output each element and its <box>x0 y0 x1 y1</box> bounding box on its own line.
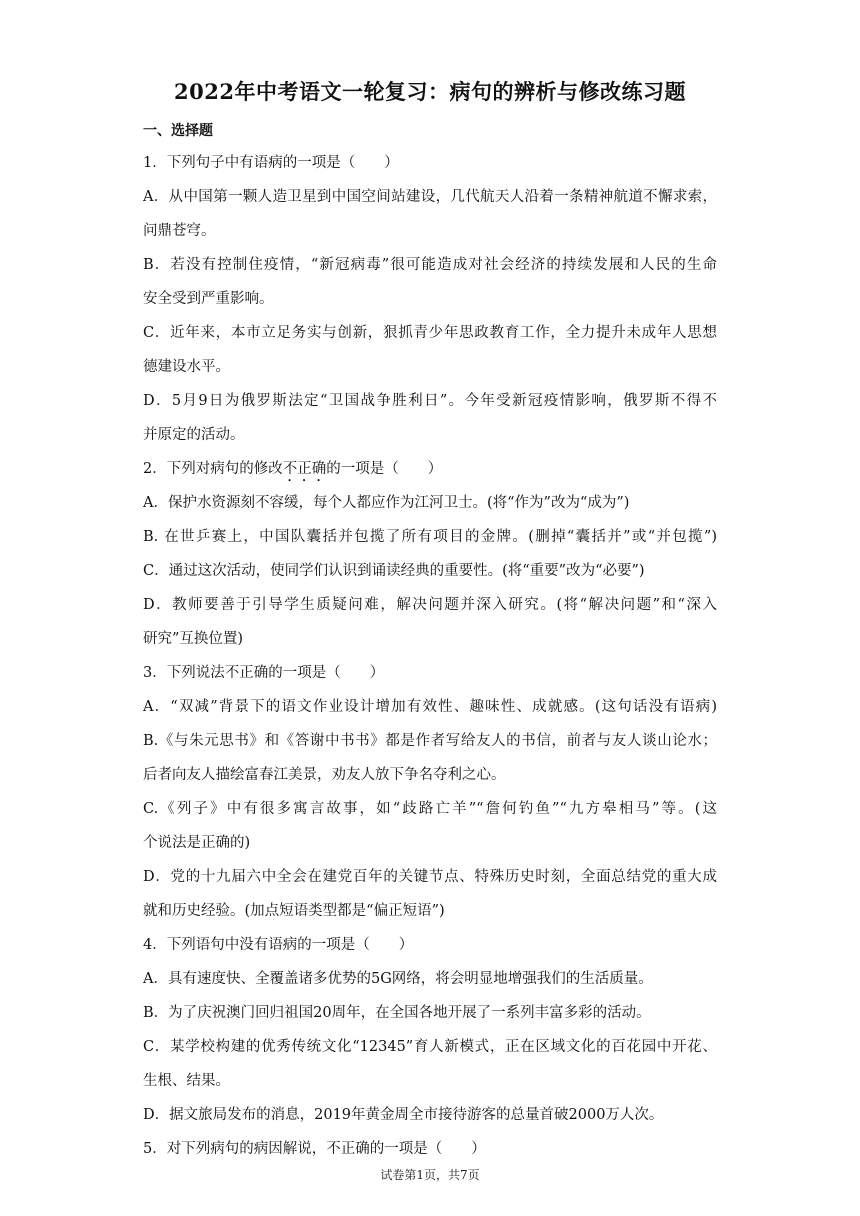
question-3-option-c-cont: 个说法是正确的) <box>143 835 251 851</box>
question-4-option-b: B．为了庆祝澳门回归祖国20周年，在全国各地开展了一系列丰富多彩的活动。 <box>143 1005 651 1021</box>
question-3-option-a: A．“双减”背景下的语文作业设计增加有效性、趣味性、成就感。(这句话没有语病) <box>143 699 717 715</box>
question-4-option-c-cont: 生根、结果。 <box>143 1073 230 1089</box>
question-4-stem: 4．下列语句中没有语病的一项是（ ） <box>143 937 414 953</box>
page-title: 2022年中考语文一轮复习：病句的辨析与修改练习题 <box>174 79 686 104</box>
question-list <box>143 146 717 1166</box>
question-4-option-c: C．某学校构建的优秀传统文化“12345”育人新模式，正在区域文化的百花园中开花、 <box>143 1039 717 1055</box>
question-2-option-d-cont: 研究”互换位置) <box>143 631 244 647</box>
question-1-option-b: B．若没有控制住疫情，“新冠病毒”很可能造成对社会经济的持续发展和人民的生命 <box>143 257 717 273</box>
question-4-option-a: A．具有速度快、全覆盖诸多优势的5G网络，将会明显地增强我们的生活质量。 <box>143 971 653 987</box>
question-1-option-a: A．从中国第一颗人造卫星到中国空间站建设，几代航天人沿着一条精神航道不懈求索， <box>143 189 717 205</box>
question-1-option-d-cont: 并原定的活动。 <box>143 427 245 443</box>
question-1-stem: 1．下列句子中有语病的一项是（ ） <box>143 155 399 171</box>
question-2-stem-pre: 2．下列对病句的修改 <box>143 461 283 477</box>
question-3-option-c: C.《列子》中有很多寓言故事，如“歧路亡羊”“詹何钓鱼”“九方皋相马”等。(这 <box>143 801 717 817</box>
question-2-stem-post: 的一项是（ ） <box>326 461 443 477</box>
question-2-option-a: A．保护水资源刻不容缓，每个人都应作为江河卫士。(将“作为”改为“成为”) <box>143 495 630 511</box>
question-3-option-b: B.《与朱元思书》和《答谢中书书》都是作者写给友人的书信，前者与友人谈山论水； <box>143 733 717 749</box>
question-3-option-d-cont: 就和历史经验。(加点短语类型都是“偏正短语”) <box>143 903 445 919</box>
question-1-option-c: C．近年来，本市立足务实与创新，狠抓青少年思政教育工作，全力提升未成年人思想 <box>143 325 717 341</box>
question-3-option-b-cont: 后者向友人描绘富春江美景，劝友人放下争名夺利之心。 <box>143 767 506 783</box>
question-3-stem: 3．下列说法不正确的一项是（ ） <box>143 665 385 681</box>
question-2-stem-emphasis: 不正确 <box>282 461 327 477</box>
page-footer: 试卷第1页，共7页 <box>380 1168 480 1182</box>
question-5-stem: 5．对下列病句的病因解说，不正确的一项是（ ） <box>143 1141 486 1157</box>
question-2-stem <box>143 452 717 486</box>
section-heading: 一、选择题 <box>143 123 213 139</box>
question-1-option-b-cont: 安全受到严重影响。 <box>143 291 274 307</box>
question-3-option-d: D．党的十九届六中全会在建党百年的关键节点、特殊历史时刻，全面总结党的重大成 <box>143 869 717 885</box>
question-1-option-c-cont: 德建设水平。 <box>143 359 230 375</box>
question-2-option-b: B. 在世乒赛上，中国队囊括并包揽了所有项目的金牌。(删掉“囊括并”或“并包揽”) <box>143 529 717 545</box>
question-4-option-d: D．据文旅局发布的消息，2019年黄金周全市接待游客的总量首破2000万人次。 <box>143 1107 664 1123</box>
question-1-option-d: D．5月9日为俄罗斯法定“卫国战争胜利日”。今年受新冠疫情影响，俄罗斯不得不 <box>143 393 717 409</box>
question-2-option-c: C．通过这次活动，使同学们认识到诵读经典的重要性。(将“重要”改为“必要”) <box>143 563 645 579</box>
question-2-option-d: D．教师要善于引导学生质疑问难，解决问题并深入研究。(将“解决问题”和“深入 <box>143 597 717 613</box>
question-1-option-a-cont: 问鼎苍穹。 <box>143 223 216 239</box>
